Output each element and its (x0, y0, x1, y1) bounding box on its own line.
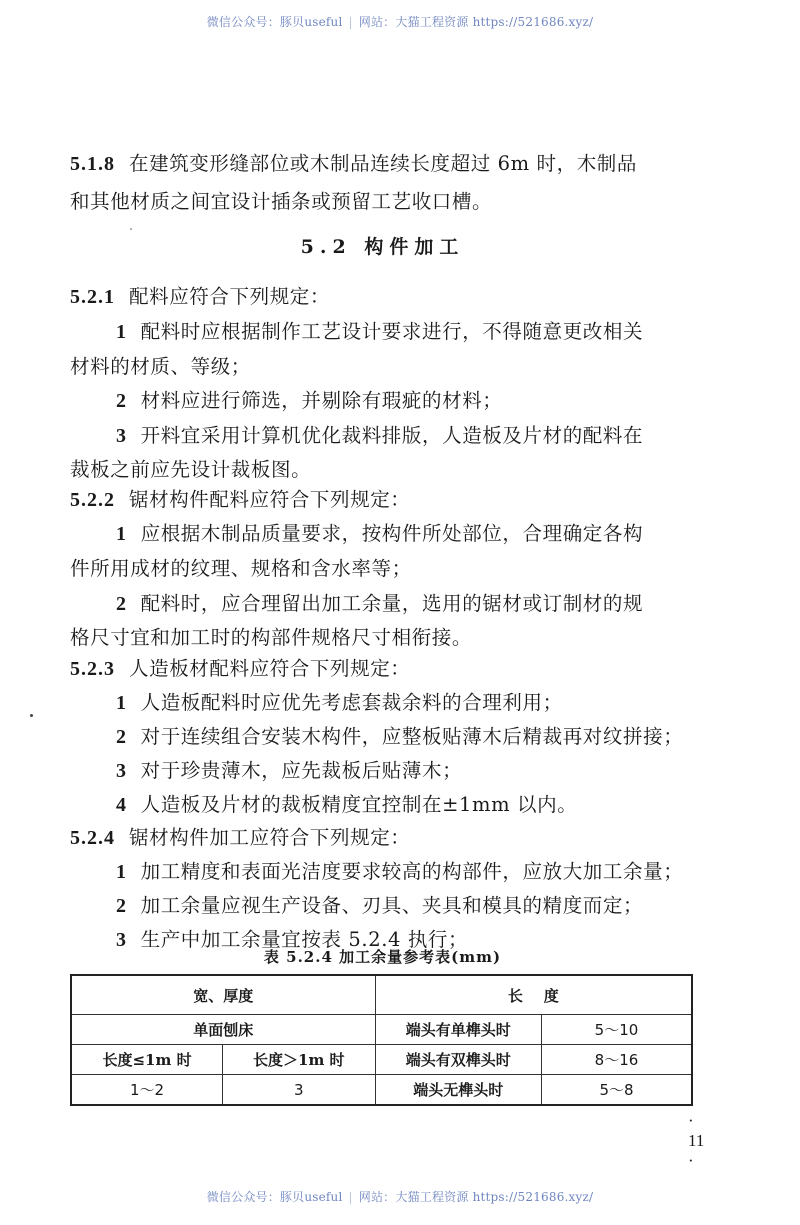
table-row (71, 1015, 692, 1045)
clause-5-2-4 (70, 822, 410, 850)
table-row (71, 975, 692, 1015)
page-number: · 11 · (688, 1111, 705, 1170)
clause-heading: 人造板材配料应符合下列规定： (129, 657, 411, 680)
clause-number: 5.2.1 (70, 286, 115, 308)
table-cell: 长度＞1m 时 (223, 1045, 376, 1075)
list-item: 3 开料宜采用计算机优化裁料排版，人造板及片材的配料在 (116, 424, 644, 447)
list-item: 1 人造板配料时应优先考虑套裁余料的合理利用； (116, 691, 563, 714)
watermark-footer (0, 1188, 800, 1205)
scan-speck (30, 714, 33, 717)
clause-5-2-1 (70, 281, 330, 309)
watermark-header (0, 13, 800, 30)
list-item: 1 加工精度和表面光洁度要求较高的构部件，应放大加工余量； (116, 860, 684, 883)
watermark-left: 微信公众号：豚贝useful (206, 1190, 343, 1204)
table-header-cell: 宽、厚度 (71, 975, 375, 1015)
table-caption: 表 5.2.4 加工余量参考表(mm) (263, 948, 502, 966)
list-item: 2 配料时，应合理留出加工余量，选用的锯材或订制材的规 (116, 592, 644, 615)
table-cell: 8～16 (541, 1045, 692, 1075)
clause-text-continued: 和其他材质之间宜设计插条或预留工艺收口槽。 (70, 190, 493, 213)
clause-heading: 配料应符合下列规定： (129, 285, 331, 308)
watermark-separator: | (348, 15, 353, 29)
clause-heading: 锯材构件加工应符合下列规定： (129, 826, 411, 849)
list-item-continued: 格尺寸宜和加工时的构部件规格尺寸相衔接。 (70, 626, 473, 649)
watermark-right: 网站：大猫工程资源 https://521686.xyz/ (358, 1190, 594, 1204)
table-cell: 5～10 (541, 1015, 692, 1045)
table-header-cell: 长 度 (375, 975, 692, 1015)
table-cell: 长度≤1m 时 (71, 1045, 223, 1075)
table-cell: 端头有双榫头时 (375, 1045, 541, 1075)
clause-5-2-2 (70, 484, 410, 512)
list-item-continued: 件所用成材的纹理、规格和含水率等； (70, 557, 412, 580)
list-item: 3 对于珍贵薄木，应先裁板后贴薄木； (116, 759, 463, 782)
clause-number: 5.2.2 (70, 489, 115, 511)
list-item: 1 配料时应根据制作工艺设计要求进行，不得随意更改相关 (116, 320, 644, 343)
list-item: 2 对于连续组合安装木构件，应整板贴薄木后精裁再对纹拼接； (116, 725, 684, 748)
list-item: 1 应根据木制品质量要求，按构件所处部位，合理确定各构 (116, 522, 644, 545)
list-item: 3 生产中加工余量宜按表 5.2.4 执行； (116, 928, 469, 951)
table-cell: 5～8 (541, 1075, 692, 1106)
table-row (71, 1045, 692, 1075)
clause-5-2-3 (70, 653, 410, 681)
clause-number: 5.1.8 (70, 153, 115, 175)
section-title: 5.2 构件加工 (300, 236, 465, 258)
clause-number: 5.2.3 (70, 658, 115, 680)
clause-heading: 锯材构件配料应符合下列规定： (129, 488, 411, 511)
list-item: 2 加工余量应视生产设备、刃具、夹具和模具的精度而定； (116, 894, 644, 917)
clause-text: 在建筑变形缝部位或木制品连续长度超过 6m 时，木制品 (129, 152, 637, 175)
scan-speck (130, 228, 132, 230)
list-item: 4 人造板及片材的裁板精度宜控制在±1mm 以内。 (116, 793, 578, 816)
table-cell: 单面刨床 (71, 1015, 375, 1045)
table-cell: 3 (223, 1075, 376, 1106)
table-row (71, 1075, 692, 1106)
table-cell: 1～2 (71, 1075, 223, 1106)
list-item-continued: 材料的材质、等级； (70, 355, 251, 378)
watermark-right: 网站：大猫工程资源 https://521686.xyz/ (358, 15, 594, 29)
table-cell: 端头有单榫头时 (375, 1015, 541, 1045)
clause-number: 5.2.4 (70, 827, 115, 849)
watermark-separator: | (348, 1190, 353, 1204)
list-item-continued: 裁板之前应先设计裁板图。 (70, 458, 312, 481)
watermark-left: 微信公众号：豚贝useful (206, 15, 343, 29)
table-cell: 端头无榫头时 (375, 1075, 541, 1106)
clause-5-1-8 (70, 148, 637, 176)
list-item: 2 材料应进行筛选，并剔除有瑕疵的材料； (116, 389, 503, 412)
machining-allowance-table (70, 974, 693, 1106)
